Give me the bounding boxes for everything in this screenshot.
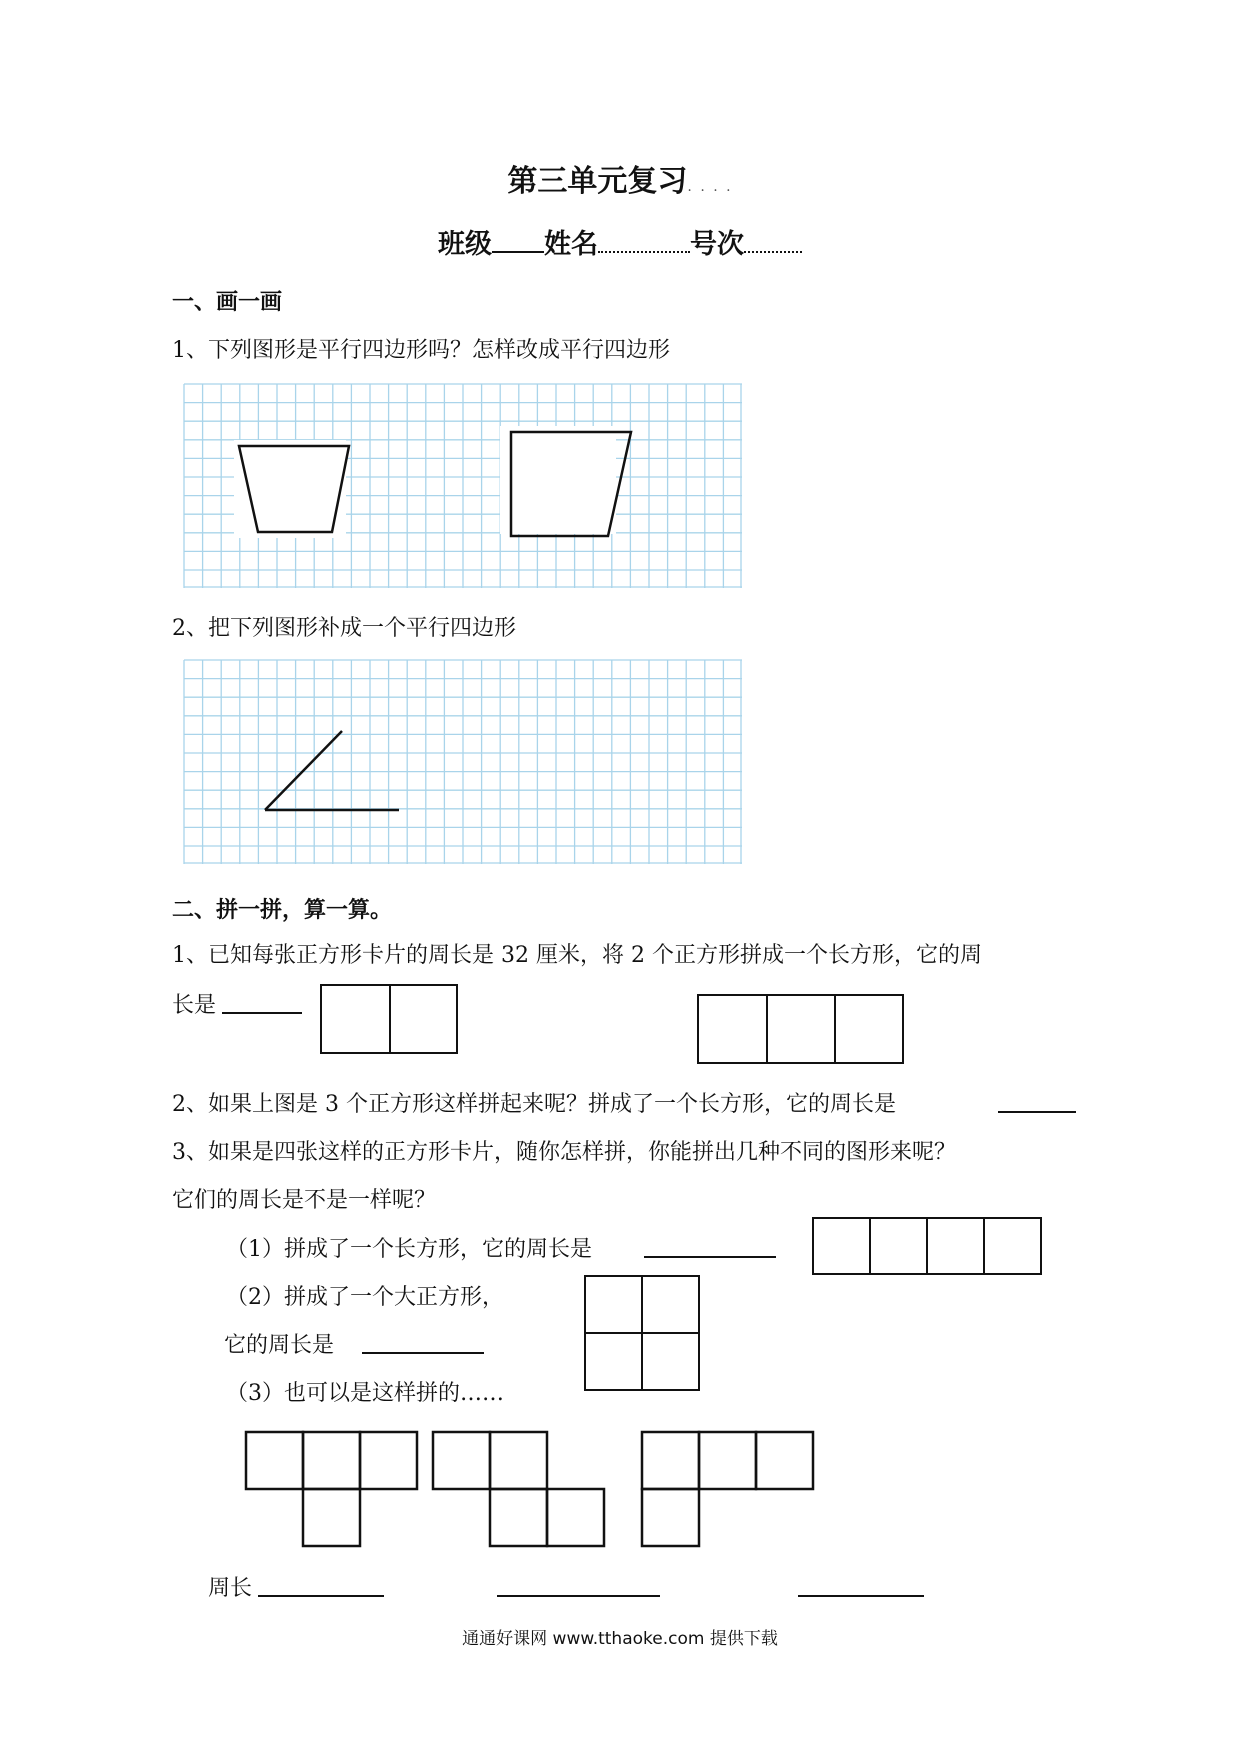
rect-outline [697,994,904,1064]
sub3-text: （3）也可以是这样拼的…… [226,1381,504,1406]
section2-q1-line1: 1、已知每张正方形卡片的周长是 32 厘米，将 2 个正方形拼成一个长方形，它的周 [172,943,982,968]
sub2-text-line1: （2）拼成了一个大正方形， [226,1285,504,1310]
section2-heading: 二、拼一拼，算一算。 [172,897,393,923]
perimeter-blank-1[interactable] [258,1595,384,1597]
class-blank[interactable] [492,249,544,253]
name-label: 姓名 [544,229,598,260]
perimeter-blank-3[interactable] [798,1595,924,1597]
trapezoid-background [234,440,346,538]
divider [766,994,768,1064]
page-title [0,156,1240,200]
sub1-text: （1）拼成了一个长方形，它的周长是 [226,1237,592,1262]
footer-text: 通通好课网 www.tthaoke.com 提供下载 [462,1629,778,1649]
divider [584,1332,700,1334]
number-label: 号次 [690,229,744,260]
title-dots: . . . . [687,179,733,195]
grid-figure-1 [184,384,742,588]
l-shape [641,1431,816,1551]
sub2-answer-blank[interactable] [362,1352,484,1354]
grid-lines [184,660,742,864]
name-blank[interactable] [598,249,690,253]
class-label: 班级 [438,229,492,260]
sub1-answer-blank[interactable] [644,1256,776,1258]
divider [389,984,391,1054]
student-info-line [0,222,1240,261]
q2-answer-blank[interactable] [998,1111,1076,1113]
perimeter-label: 周长 [208,1576,253,1601]
title-text: 第三单元复习 [507,164,688,199]
section1-q1: 1、下列图形是平行四边形吗？怎样改成平行四边形 [172,338,670,363]
grid-figure-2 [184,660,742,864]
perimeter-blank-2[interactable] [497,1595,660,1597]
t-shape [245,1431,420,1551]
section1-q2: 2、把下列图形补成一个平行四边形 [172,616,516,641]
sub2-text-line2: 它的周长是 [224,1333,335,1358]
q1-answer-blank[interactable] [222,1012,302,1014]
section2-q3-line1: 3、如果是四张这样的正方形卡片，随你怎样拼，你能拼出几种不同的图形来呢？ [172,1140,956,1165]
quadrilateral-background [500,426,616,534]
z-shape [432,1431,607,1551]
divider [834,994,836,1064]
section2-q3-line2: 它们的周长是不是一样呢？ [172,1188,437,1213]
divider [926,1217,928,1275]
section2-q1-line2: 长是 [172,993,217,1018]
number-blank[interactable] [744,249,802,253]
divider [983,1217,985,1275]
section1-heading: 一、画一画 [172,289,283,315]
divider [869,1217,871,1275]
section2-q2: 2、如果上图是 3 个正方形这样拼起来呢？拼成了一个长方形，它的周长是 [172,1092,896,1117]
